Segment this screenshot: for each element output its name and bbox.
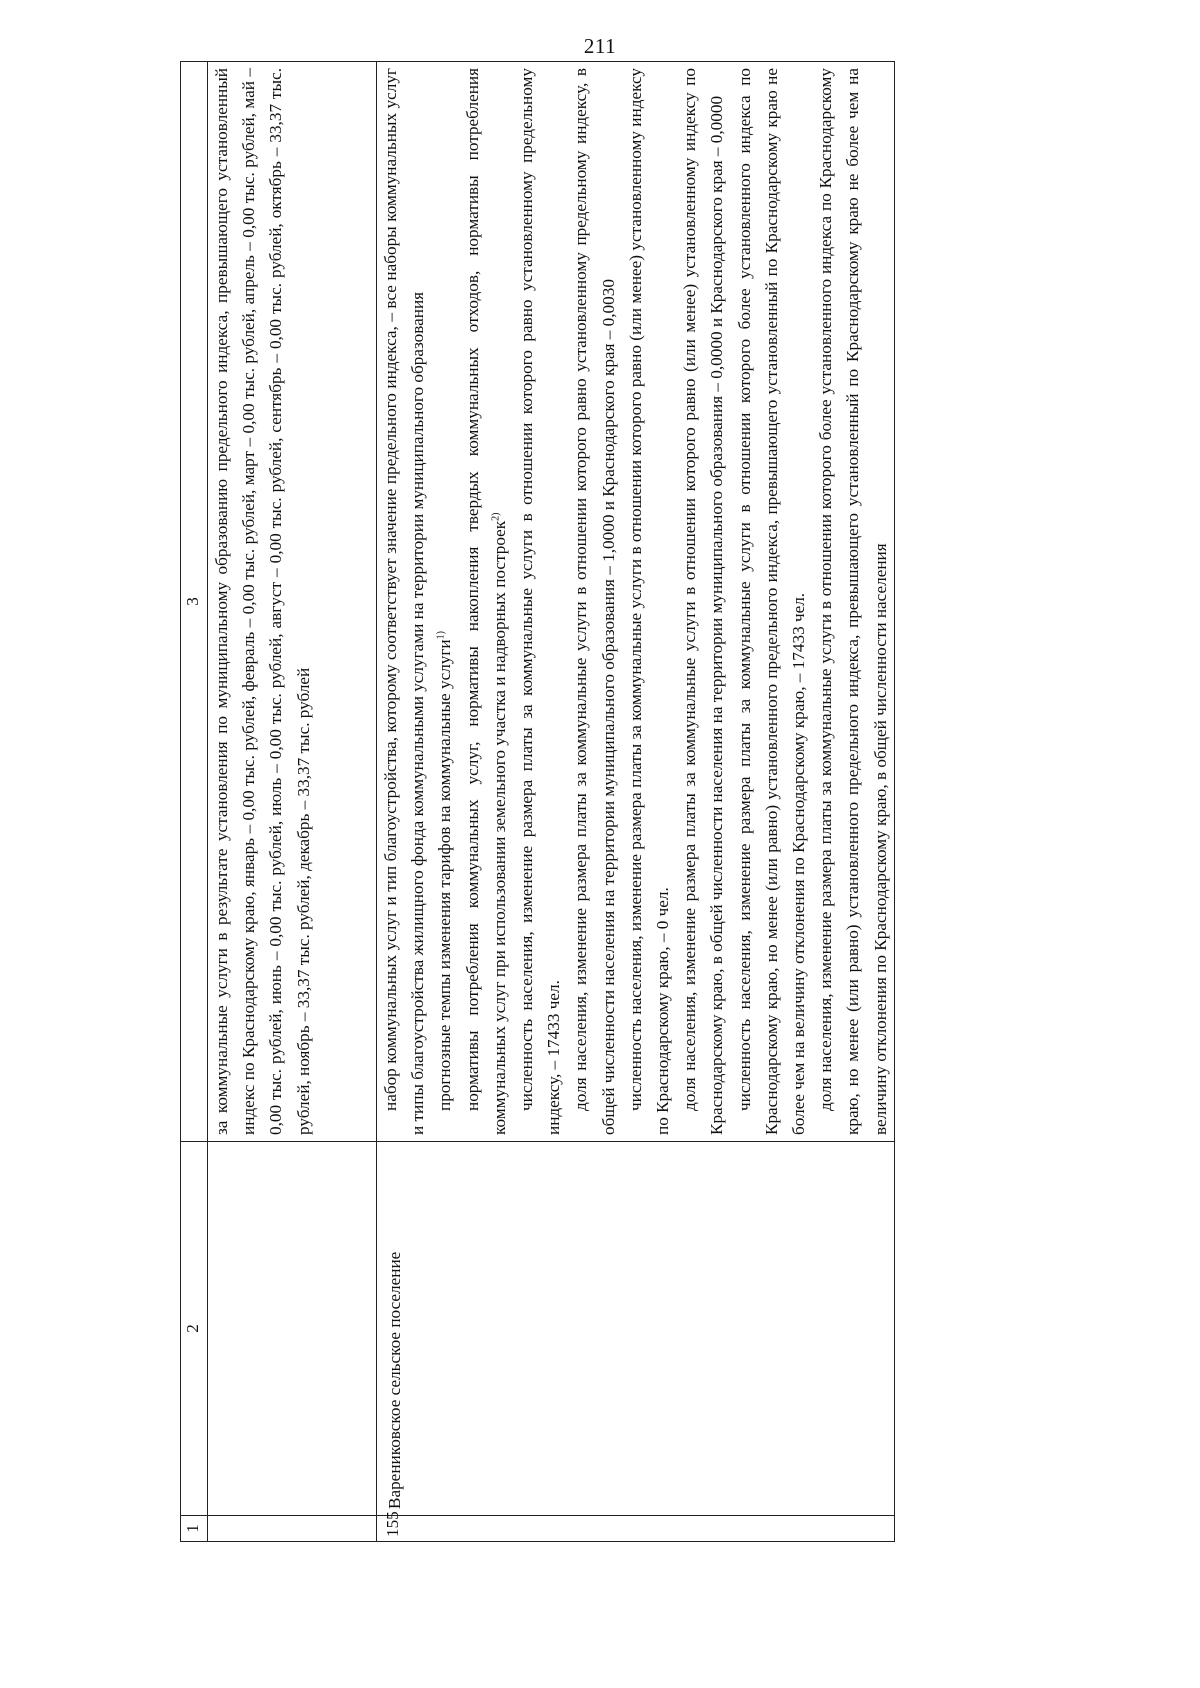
document-table [180, 61, 895, 1542]
detail-paragraph: численность населения, изменение размера платы за коммунальные услуги в отношении которого более установленного индекса по Краснодарскому краю, но менее (или равно) установленного предельного индекса, превышающего установленный по Краснодарскому краю не более чем на величину отклонения по Краснодарскому краю, – 17433 чел. [734, 68, 809, 1135]
detail-text: нормативы потребления коммунальных услуг, нормативы накопления твердых коммунальных отходов, нормативы потребления коммунальных услуг при использовании земельного участка и надворных построек [462, 68, 509, 1135]
detail-paragraph: доля населения, изменение размера платы за коммунальные услуги в отношении которого более установленного индекса по Краснодарскому краю, но менее (или равно) установленного предельного индекса, превышающего установленный по Краснодарскому краю не более чем на величину отклонения по Краснодарскому краю, в общей численности населения [816, 68, 890, 1135]
row-details [377, 62, 895, 1142]
row-number: 155 [377, 1516, 895, 1542]
detail-paragraph: набор коммунальных услуг и тип благоустройства, которому соответствует значение предельного индекса, – все наборы коммунальных услуг и типы благоустройства жилищного фонда коммунальными услугами на территории муниципального образования [381, 68, 428, 1135]
detail-paragraph: доля населения, изменение размера платы за коммунальные услуги в отношении которого равно установленному предельному индексу, в общей численности населения на территории муниципального образования – 1,0000 и Краснодарского края – 0,0030 [571, 68, 618, 1135]
table-row [208, 62, 377, 1542]
footnote-mark: 2) [490, 512, 502, 521]
table-row [377, 62, 895, 1542]
detail-paragraph: доля населения, изменение размера платы за коммунальные услуги в отношении которого равно (или менее) установленному индексу по Краснодарскому краю, в общей численности населения на территории муниципального образования – 0,0000 и Краснодарского края – 0,0000 [680, 68, 727, 1135]
header-col-3: 3 [181, 62, 208, 1142]
detail-paragraph: за коммунальные услуги в результате установления по муниципальному образованию предельного индекса, превышающего установленный индекс по Краснодарскому краю, январь – 0,00 тыс. рублей, февраль – 0,00 тыс. рублей, март – 0,00 тыс. рублей, апрель – 0,00 тыс. рублей, май – 0,00 тыс. рублей, июнь – 0,00 тыс. рублей, июль – 0,00 тыс. рублей, август – 0,00 тыс. рублей, сентябрь – 0,00 тыс. рублей, октябрь – 33,37 тыс. рублей, ноябрь – 33,37 тыс. рублей, декабрь – 33,37 тыс. рублей [212, 68, 313, 1135]
detail-paragraph [431, 68, 458, 1135]
detail-text: прогнозные темпы изменения тарифов на коммунальные услуги [435, 639, 455, 1111]
settlement-name [208, 1142, 377, 1516]
page-number: 211 [583, 34, 617, 58]
header-col-2: 2 [181, 1142, 208, 1516]
row-details [208, 62, 377, 1142]
rotated-table-wrapper [180, 62, 1060, 1542]
settlement-name: Варениковское сельское поселение [377, 1142, 895, 1516]
row-number [208, 1516, 377, 1542]
detail-paragraph: численность населения, изменение размера платы за коммунальные услуги в отношении которого равно установленному предельному индексу, – 17433 чел. [517, 68, 564, 1135]
header-col-1: 1 [181, 1516, 208, 1542]
detail-paragraph [459, 68, 513, 1135]
footnote-mark: 1) [435, 631, 447, 640]
detail-paragraph: численность населения, изменение размера платы за коммунальные услуги в отношении которого равно (или менее) установленному индексу по Краснодарскому краю, – 0 чел. [625, 68, 673, 1135]
table-header-row [181, 62, 208, 1542]
